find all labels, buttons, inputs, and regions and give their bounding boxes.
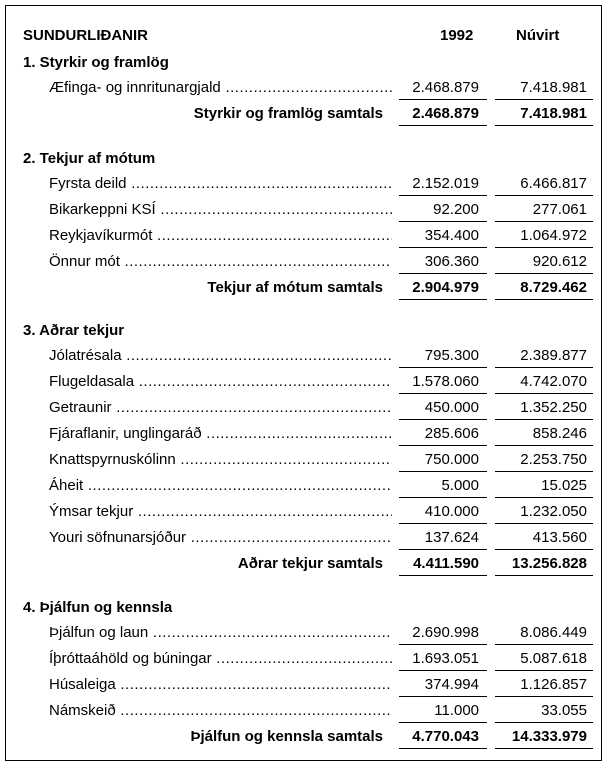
total-1992: 4.770.043 xyxy=(412,728,479,745)
total-nuvirt: 13.256.828 xyxy=(511,555,587,572)
section-title: 3. Aðrar tekjur xyxy=(23,322,125,339)
total-label: Þjálfun og kennsla samtals xyxy=(190,728,383,745)
value-1992: 2.152.019 xyxy=(412,175,479,192)
value-nuvirt: 6.466.817 xyxy=(520,175,587,192)
row-label xyxy=(49,422,392,446)
row-label-text: Bikarkeppni KSÍ xyxy=(49,201,156,218)
row-label xyxy=(49,699,392,723)
value-1992: 306.360 xyxy=(424,253,479,270)
row-label-text: Jólatrésala xyxy=(49,347,122,364)
value-underline xyxy=(495,527,593,550)
row-label-text: Íþróttaáhöld og búningar xyxy=(49,650,212,667)
value-1992: 11.000 xyxy=(434,702,479,719)
total-nuvirt: 7.418.981 xyxy=(520,105,587,122)
section-title: 4. Þjálfun og kennsla xyxy=(23,599,173,616)
row-label-text: Knattspyrnuskólinn xyxy=(49,451,176,468)
value-underline xyxy=(399,501,487,524)
value-underline xyxy=(495,251,593,274)
row-label-text: Fyrsta deild xyxy=(49,175,127,192)
value-nuvirt: 920.612 xyxy=(532,253,587,270)
value-nuvirt: 858.246 xyxy=(532,425,587,442)
value-underline xyxy=(495,622,593,645)
row-label xyxy=(49,344,392,368)
row-label-text: Húsaleiga xyxy=(49,676,116,693)
row-label-text: Þjálfun og laun xyxy=(49,624,149,641)
row-label xyxy=(49,621,392,645)
value-underline xyxy=(495,423,593,446)
value-underline xyxy=(399,700,487,723)
row-label-text: Námskeið xyxy=(49,702,116,719)
value-1992: 450.000 xyxy=(424,399,479,416)
value-1992: 750.000 xyxy=(424,451,479,468)
value-1992: 285.606 xyxy=(424,425,479,442)
total-underline xyxy=(495,553,593,576)
value-underline xyxy=(495,371,593,394)
value-1992: 92.200 xyxy=(433,201,479,218)
value-underline xyxy=(495,700,593,723)
value-nuvirt: 7.418.981 xyxy=(520,79,587,96)
row-label xyxy=(49,396,392,420)
value-underline xyxy=(495,77,593,100)
total-label: Tekjur af mótum samtals xyxy=(207,279,383,296)
value-underline xyxy=(399,648,487,671)
row-label xyxy=(49,224,392,248)
value-1992: 410.000 xyxy=(424,503,479,520)
value-nuvirt: 277.061 xyxy=(532,201,587,218)
value-underline xyxy=(399,527,487,550)
value-underline xyxy=(495,397,593,420)
value-nuvirt: 413.560 xyxy=(532,529,587,546)
row-label-text: Fjáraflanir, unglingaráð xyxy=(49,425,202,442)
total-1992: 2.904.979 xyxy=(412,279,479,296)
value-underline xyxy=(495,199,593,222)
total-underline xyxy=(495,726,593,749)
value-underline xyxy=(495,501,593,524)
value-underline xyxy=(399,173,487,196)
value-underline xyxy=(495,648,593,671)
row-label xyxy=(49,526,392,550)
row-label xyxy=(49,250,392,274)
value-1992: 354.400 xyxy=(424,227,479,244)
total-1992: 2.468.879 xyxy=(412,105,479,122)
total-label: Styrkir og framlög samtals xyxy=(193,105,383,122)
row-label-text: Flugeldasala xyxy=(49,373,135,390)
value-underline xyxy=(399,674,487,697)
total-underline xyxy=(399,553,487,576)
value-underline xyxy=(495,674,593,697)
total-underline xyxy=(495,277,593,300)
row-label xyxy=(49,198,392,222)
statement-table xyxy=(5,5,602,761)
value-1992: 1.693.051 xyxy=(412,650,479,667)
value-1992: 2.690.998 xyxy=(412,624,479,641)
row-label-text: Önnur mót xyxy=(49,253,120,270)
value-nuvirt: 2.389.877 xyxy=(520,347,587,364)
total-1992: 4.411.590 xyxy=(413,555,479,572)
column-header-1992: 1992 xyxy=(440,27,474,44)
table-title: SUNDURLIÐANIR xyxy=(23,27,148,44)
value-nuvirt: 1.232.050 xyxy=(520,503,587,520)
total-underline xyxy=(399,726,487,749)
value-underline xyxy=(495,225,593,248)
section-title: 1. Styrkir og framlög xyxy=(23,54,169,71)
value-nuvirt: 2.253.750 xyxy=(520,451,587,468)
column-header-nuvirt: Núvirt xyxy=(516,27,560,44)
value-1992: 1.578.060 xyxy=(412,373,479,390)
value-nuvirt: 33.055 xyxy=(541,702,587,719)
value-nuvirt: 1.126.857 xyxy=(520,676,587,693)
value-underline xyxy=(399,371,487,394)
value-1992: 374.994 xyxy=(424,676,479,693)
value-underline xyxy=(399,423,487,446)
value-underline xyxy=(399,251,487,274)
value-1992: 2.468.879 xyxy=(412,79,479,96)
value-underline xyxy=(399,622,487,645)
value-underline xyxy=(399,345,487,368)
value-nuvirt: 5.087.618 xyxy=(520,650,587,667)
row-label-text: Ýmsar tekjur xyxy=(49,503,134,520)
row-label-text: Getraunir xyxy=(49,399,112,416)
value-nuvirt: 8.086.449 xyxy=(520,624,587,641)
value-1992: 137.624 xyxy=(424,529,479,546)
value-underline xyxy=(399,77,487,100)
row-label-text: Reykjavíkurmót xyxy=(49,227,153,244)
row-label xyxy=(49,76,392,100)
value-nuvirt: 1.064.972 xyxy=(520,227,587,244)
row-label xyxy=(49,370,392,394)
value-1992: 5.000 xyxy=(441,477,479,494)
row-label xyxy=(49,474,392,498)
total-nuvirt: 8.729.462 xyxy=(520,279,587,296)
value-underline xyxy=(399,199,487,222)
value-underline xyxy=(399,475,487,498)
value-underline xyxy=(399,397,487,420)
total-label: Aðrar tekjur samtals xyxy=(237,555,383,572)
value-underline xyxy=(495,173,593,196)
section-title: 2. Tekjur af mótum xyxy=(23,150,156,167)
row-label-text: Æfinga- og innritunargjald xyxy=(49,79,221,96)
value-underline xyxy=(495,449,593,472)
total-nuvirt: 14.333.979 xyxy=(511,728,587,745)
row-label xyxy=(49,673,392,697)
value-underline xyxy=(495,475,593,498)
value-nuvirt: 15.025 xyxy=(541,477,587,494)
row-label xyxy=(49,500,392,524)
value-underline xyxy=(495,345,593,368)
value-underline xyxy=(399,225,487,248)
row-label-text: Youri söfnunarsjóður xyxy=(49,529,187,546)
total-underline xyxy=(399,277,487,300)
total-underline xyxy=(399,103,487,126)
total-underline xyxy=(495,103,593,126)
row-label xyxy=(49,172,392,196)
value-nuvirt: 4.742.070 xyxy=(520,373,587,390)
row-label-text: Áheit xyxy=(49,477,84,494)
value-underline xyxy=(399,449,487,472)
value-nuvirt: 1.352.250 xyxy=(520,399,587,416)
row-label xyxy=(49,448,392,472)
value-1992: 795.300 xyxy=(424,347,479,364)
row-label xyxy=(49,647,392,671)
